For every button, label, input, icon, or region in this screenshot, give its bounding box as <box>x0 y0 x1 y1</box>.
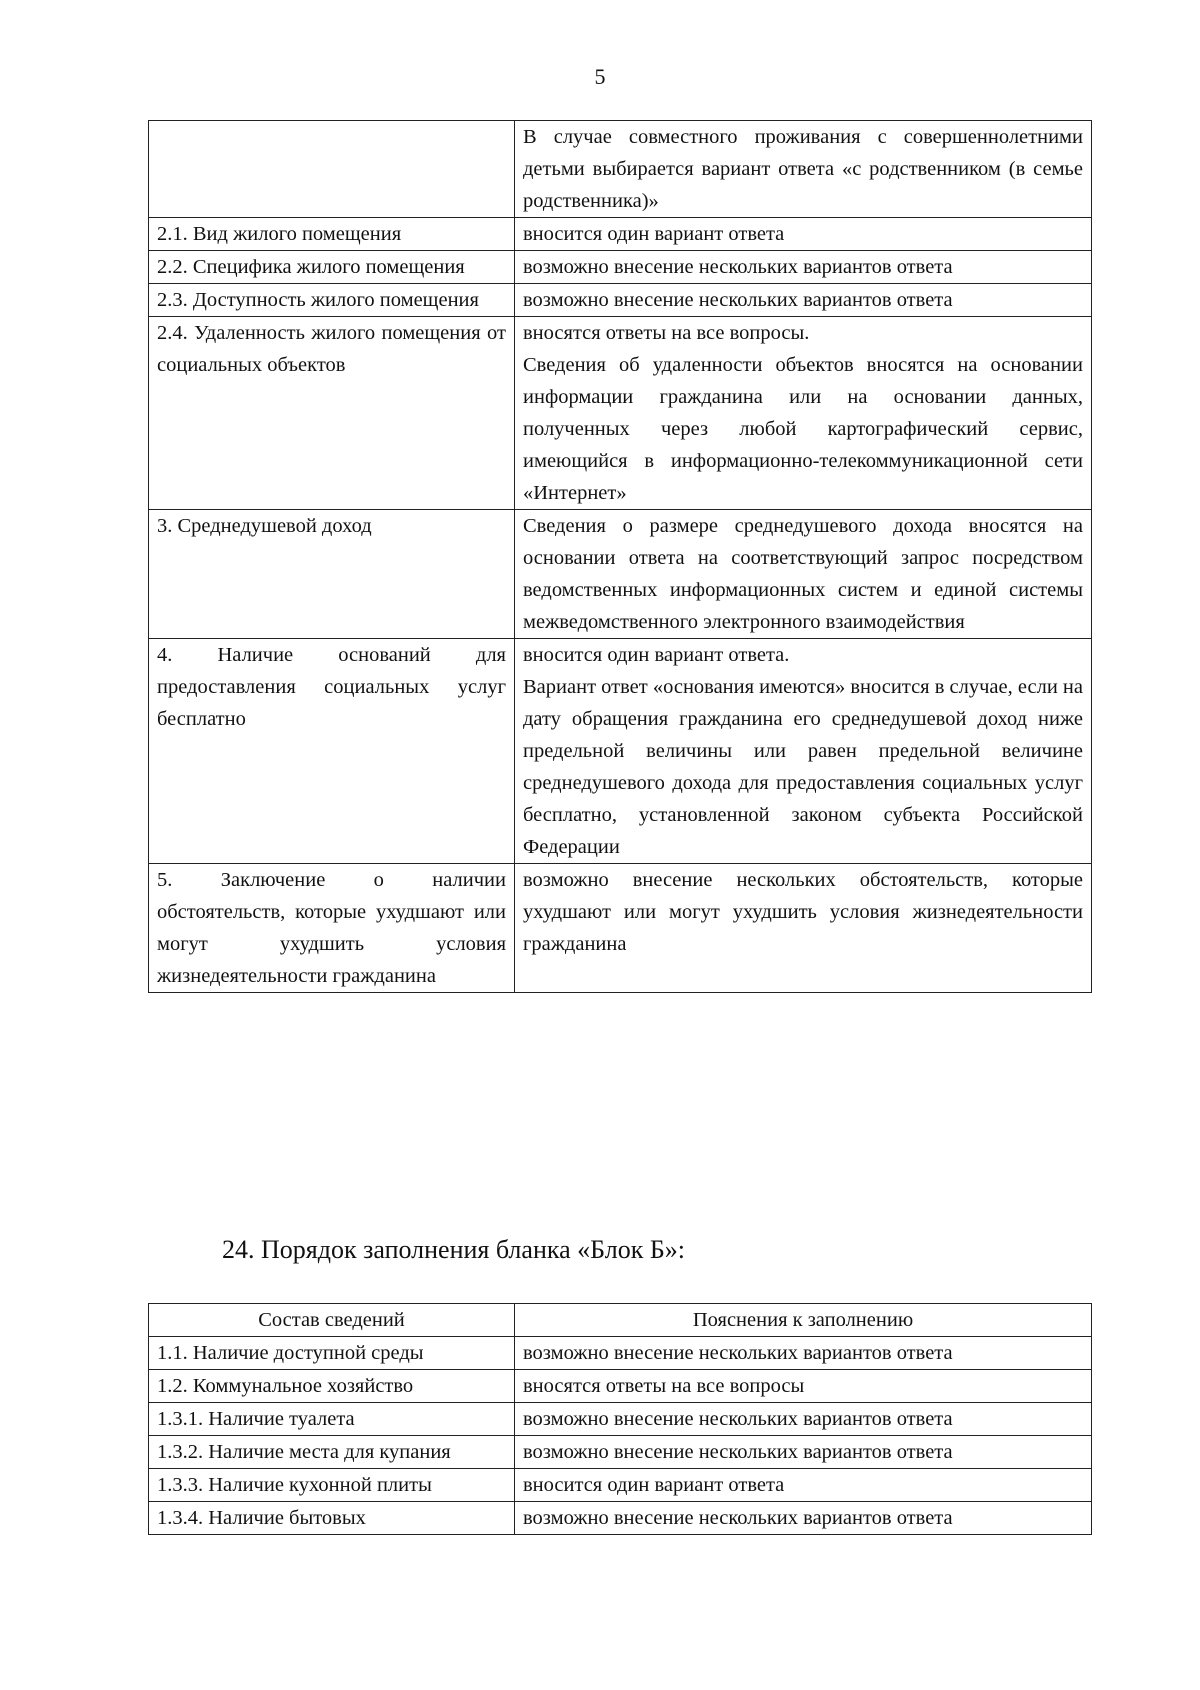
explanation-paragraph: Сведения об удаленности объектов вносятся на основании информации гражданина или на основании данных, полученных через любой картографический сервис, имеющийся в информационно-телекоммуникационной сети «Интернет» <box>523 354 1083 504</box>
table-row <box>149 639 1092 864</box>
table-row <box>149 1469 1092 1502</box>
table-row <box>149 251 1092 284</box>
table-row <box>149 864 1092 993</box>
explanation-paragraph: возможно внесение нескольких вариантов ответа <box>523 256 953 278</box>
table-block-b <box>148 1303 1092 1535</box>
table-cell-label: 5. Заключение о наличии обстоятельств, которые ухудшают или могут ухудшить условия жизнедеятельности гражданина <box>149 864 515 993</box>
table-cell-label: 1.3.2. Наличие места для купания <box>149 1436 515 1469</box>
table-cell-label: 1.3.4. Наличие бытовых <box>149 1502 515 1535</box>
table-cell-explanation <box>515 510 1092 639</box>
table-cell-explanation <box>515 864 1092 993</box>
explanation-paragraph: Вариант ответ «основания имеются» вносится в случае, если на дату обращения гражданина его среднедушевой доход ниже предельной величины или равен предельной величине среднедушевого дохода для предоставления социальных услуг бесплатно, установленной законом субъекта Российской Федерации <box>523 676 1083 858</box>
table-cell-label: 1.3.1. Наличие туалета <box>149 1403 515 1436</box>
table-cell-explanation <box>515 251 1092 284</box>
page-number: 5 <box>594 64 606 89</box>
table-row <box>149 1436 1092 1469</box>
table-cell-explanation <box>515 317 1092 510</box>
table-cell-explanation: возможно внесение нескольких вариантов ответа <box>515 1403 1092 1436</box>
table-row <box>149 284 1092 317</box>
table-cell-explanation: возможно внесение нескольких вариантов ответа <box>515 1502 1092 1535</box>
table-cell-label: 1.3.3. Наличие кухонной плиты <box>149 1469 515 1502</box>
table-cell-label: 1.2. Коммунальное хозяйство <box>149 1370 515 1403</box>
table-cell-label: 2.2. Специфика жилого помещения <box>149 251 515 284</box>
table-cell-explanation <box>515 121 1092 218</box>
column-header-composition: Состав сведений <box>149 1304 515 1337</box>
table-cell-explanation <box>515 284 1092 317</box>
table-form-fields-part1 <box>148 120 1092 993</box>
table-row <box>149 1337 1092 1370</box>
table-cell-explanation: вносятся ответы на все вопросы <box>515 1370 1092 1403</box>
explanation-paragraph: возможно внесение нескольких вариантов ответа <box>523 289 953 311</box>
table-row <box>149 121 1092 218</box>
table-cell-explanation: вносится один вариант ответа <box>515 1469 1092 1502</box>
explanation-paragraph: возможно внесение нескольких обстоятельств, которые ухудшают или могут ухудшить условия жизнедеятельности гражданина <box>523 869 1083 955</box>
table-cell-explanation: возможно внесение нескольких вариантов ответа <box>515 1337 1092 1370</box>
explanation-paragraph: вносится один вариант ответа. <box>523 644 790 666</box>
table-cell-label: 1.1. Наличие доступной среды <box>149 1337 515 1370</box>
table-cell-label: 3. Среднедушевой доход <box>149 510 515 639</box>
table-row <box>149 1370 1092 1403</box>
table-cell-explanation <box>515 639 1092 864</box>
table-cell-explanation <box>515 218 1092 251</box>
table-row <box>149 218 1092 251</box>
explanation-paragraph: вносятся ответы на все вопросы. <box>523 322 810 344</box>
section-heading: 24. Порядок заполнения бланка «Блок Б»: <box>222 1235 685 1264</box>
table-row <box>149 1403 1092 1436</box>
table-header-row <box>149 1304 1092 1337</box>
table-row <box>149 510 1092 639</box>
explanation-paragraph: Сведения о размере среднедушевого дохода вносятся на основании ответа на соответствующий запрос посредством ведомственных информационных систем и единой системы межведомственного электронного взаимодействия <box>523 515 1083 633</box>
explanation-paragraph: В случае совместного проживания с совершеннолетними детьми выбирается вариант ответа «с родственником (в семье родственника)» <box>523 126 1083 212</box>
table-cell-label: 4. Наличие оснований для предоставления социальных услуг бесплатно <box>149 639 515 864</box>
table-cell-label: 2.1. Вид жилого помещения <box>149 218 515 251</box>
column-header-explanation: Пояснения к заполнению <box>515 1304 1092 1337</box>
table-cell-label: 2.3. Доступность жилого помещения <box>149 284 515 317</box>
table-row <box>149 1502 1092 1535</box>
table-cell-label <box>149 121 515 218</box>
table-cell-explanation: возможно внесение нескольких вариантов ответа <box>515 1436 1092 1469</box>
table-row <box>149 317 1092 510</box>
explanation-paragraph: вносится один вариант ответа <box>523 223 785 245</box>
table-cell-label: 2.4. Удаленность жилого помещения от социальных объектов <box>149 317 515 510</box>
